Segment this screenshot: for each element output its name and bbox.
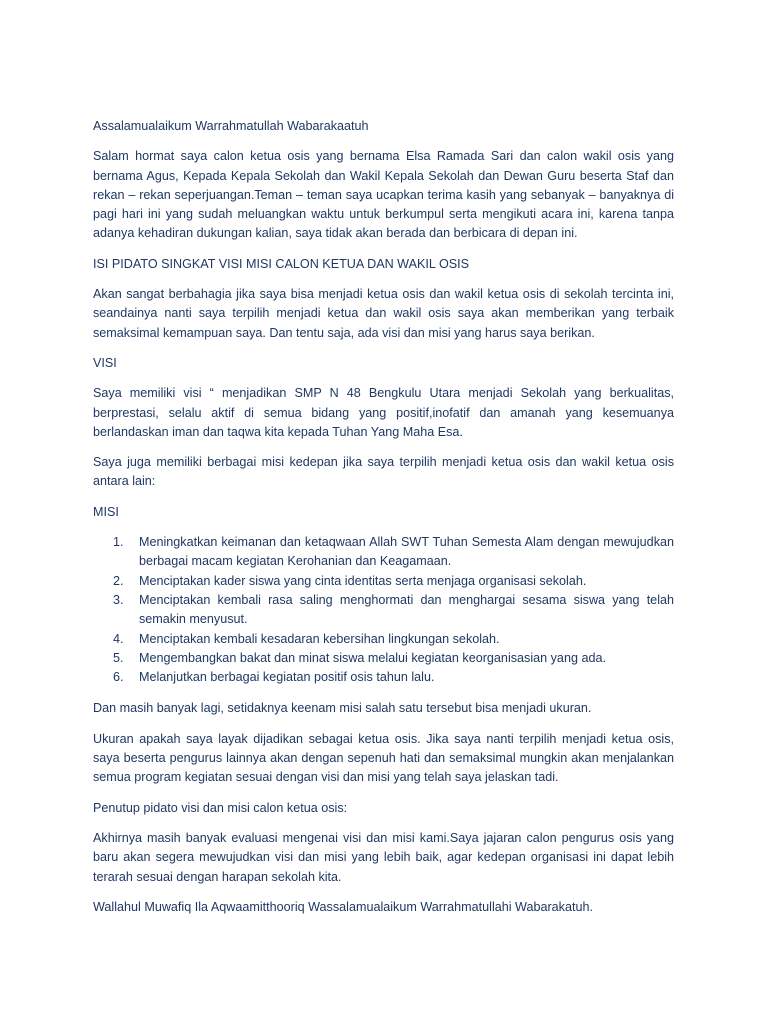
list-item-number: 3. [113,592,124,607]
list-item [113,668,674,687]
penutup-paragraph: Akhirnya masih banyak evaluasi mengenai visi dan misi kami.Saya jajaran calon pengurus osis yang baru akan segera mewujudkan visi dan misi yang lebih baik, agar kedepan organisasi ini dapat lebih terarah sesuai dengan harapan sekolah kita. [93,830,674,884]
opening-paragraph: Akan sangat berbahagia jika saya bisa menjadi ketua osis dan wakil ketua osis di sekolah tercinta ini, seandainya nanti saya terpilih menjadi ketua dan wakil osis saya akan memberikan yang terbaik semaksimal kemampuan saya. Dan tentu saja, ada visi dan misi yang harus saya berikan. [93,287,674,340]
list-item-number: 5. [113,650,124,665]
list-item [113,649,674,668]
list-item-text: Menciptakan kembali kesadaran kebersihan lingkungan sekolah. [139,631,500,646]
misi-list [93,533,674,687]
list-item [113,572,674,591]
visi-heading: VISI [93,355,117,370]
list-item-number: 4. [113,631,124,646]
ukuran-paragraph: Ukuran apakah saya layak dijadikan sebagai ketua osis. Jika saya nanti terpilih menjadi ketua osis, saya beserta pengurus lainnya akan dengan sepenuh hati dan semaksimal mungkin akan menjalankan semua program kegiatan sesuai dengan visi dan misi yang telah saya jelaskan tadi. [93,731,674,785]
list-item-number: 2. [113,573,124,588]
list-item-number: 1. [113,535,124,550]
list-item [113,591,674,630]
list-item-text: Melanjutkan berbagai kegiatan positif osis tahun lalu. [139,670,435,685]
visi-paragraph: Saya memiliki visi “ menjadikan SMP N 48 Bengkulu Utara menjadi Sekolah yang berkualitas, berprestasi, selalu aktif di semua bidang yang positif,inofatif dan amanah yang kesemuanya berlandaskan iman dan taqwa kita kepada Tuhan Yang Maha Esa. [93,386,674,439]
intro-paragraph: Salam hormat saya calon ketua osis yang bernama Elsa Ramada Sari dan calon wakil osis yang bernama Agus, Kepada Kepala Sekolah dan Wakil Kepala Sekolah dan Dewan Guru beserta Staf dan rekan – rekan seperjuangan.Teman – teman saya ucapkan terima kasih yang sebanyak – banyaknya di pagi hari ini yang sudah meluangkan waktu untuk berkumpul serta mengikuti acara ini, karena tanpa adanya kehadiran dukungan kalian, saya tidak akan berada dan berbicara di depan ini. [93,149,674,241]
penutup-heading: Penutup pidato visi dan misi calon ketua osis: [93,800,348,815]
list-item-text: Menciptakan kader siswa yang cinta identitas serta menjaga organisasi sekolah. [139,573,587,588]
misi-heading: MISI [93,504,119,519]
list-item-text: Menciptakan kembali rasa saling menghormati dan menghargai sesama siswa yang telah semakin menyusut. [139,592,674,627]
list-item-text: Mengembangkan bakat dan minat siswa melalui kegiatan keorganisasian yang ada. [139,650,606,665]
document-page [93,117,674,928]
list-item [113,533,674,572]
list-item-number: 6. [113,670,124,685]
list-item [113,630,674,649]
list-item-text: Meningkatkan keimanan dan ketaqwaan Allah SWT Tuhan Semesta Alam dengan mewujudkan berbagai macam kegiatan Kerohanian dan Keagamaan. [139,535,674,569]
greeting-line: Assalamualaikum Warrahmatullah Wabarakaatuh [93,119,369,133]
closing-salam: Wallahul Muwafiq Ila Aqwaamitthooriq Wassalamualaikum Warrahmatullahi Wabarakatuh. [93,899,593,914]
misi-closing-paragraph: Dan masih banyak lagi, setidaknya keenam misi salah satu tersebut bisa menjadi ukuran. [93,701,592,716]
section-heading: ISI PIDATO SINGKAT VISI MISI CALON KETUA DAN WAKIL OSIS [93,256,470,271]
misi-intro-paragraph: Saya juga memiliki berbagai misi kedepan jika saya terpilih menjadi ketua osis dan wakil ketua osis antara lain: [93,455,674,489]
